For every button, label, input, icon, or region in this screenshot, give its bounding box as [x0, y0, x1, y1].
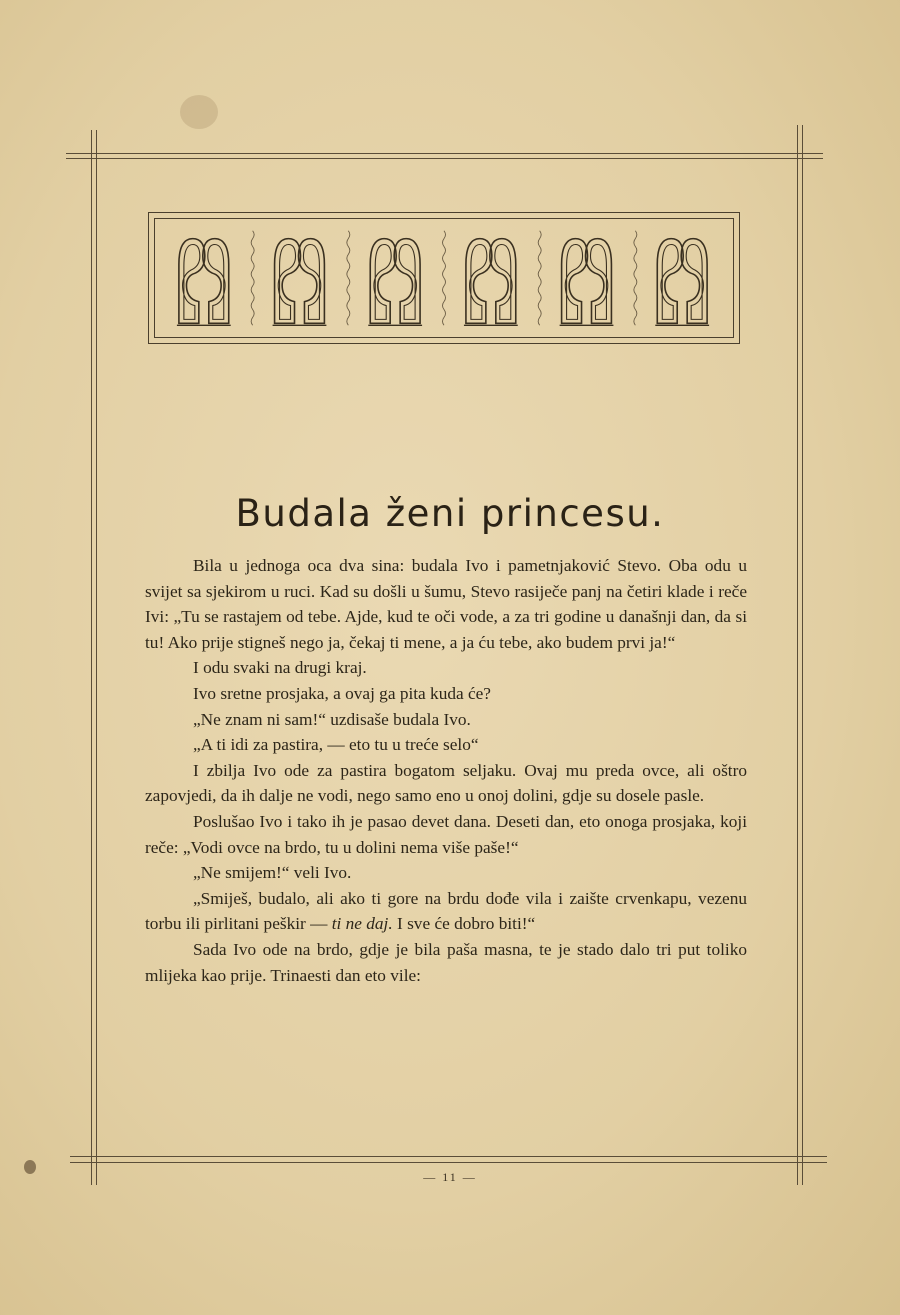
paragraph: „A ti idi za pastira, — eto tu u treće selo“ — [193, 735, 479, 755]
story-title: Budala ženi princesu. — [235, 492, 665, 535]
ornament-pattern-icon — [149, 213, 739, 343]
paragraph: Bila u jednoga oca dva sina: budala Ivo i pametnjaković Stevo. Oba odu u svijet sa sjekirom u ruci. Kad su došli u šumu, Stevo rasiječe panj na četiri klade i reče Ivi: „Tu se rastajem od tebe. Ajde, kud te oči vode, a za tri godine u današnji dan, da si tu! Ako prije stigneš nego ja, čekaj ti mene, a ja ću tebe, ako budem prvi ja!“ — [145, 556, 747, 652]
top-rule-inner — [66, 158, 823, 159]
paragraph: I odu svaki na drugi kraj. — [193, 658, 367, 678]
story-body — [145, 553, 747, 988]
paragraph-text: „Smiješ, budalo, ali ako ti gore na brdu dođe vila i zaište crvenkapu, vezenu torbu ili pirlitani peškir — — [145, 888, 747, 934]
left-frame-line-inner — [96, 130, 97, 1185]
italic-phrase: ti ne daj. — [331, 914, 393, 934]
header-ornament — [148, 212, 740, 344]
paragraph-text: I sve će dobro biti!“ — [392, 914, 536, 934]
paragraph: „Ne smijem!“ veli Ivo. — [193, 863, 352, 883]
bottom-rule-inner — [70, 1162, 827, 1163]
paragraph: I zbilja Ivo ode za pastira bogatom seljaku. Ovaj mu preda ovce, ali oštro zapovjedi, da ih dalje ne vodi, nego samo eno u onoj dolini, gdje su dosele pasle. — [145, 760, 747, 806]
top-rule — [66, 153, 823, 154]
bottom-rule — [70, 1156, 827, 1157]
paragraph: „Ne znam ni sam!“ uzdisaše budala Ivo. — [193, 709, 471, 729]
paper-stain — [180, 95, 218, 129]
paragraph: Ivo sretne prosjaka, a ovaj ga pita kuda će? — [193, 683, 491, 703]
right-frame-line — [797, 125, 798, 1185]
paragraph: Sada Ivo ode na brdo, gdje je bila paša masna, te je stado dalo tri put toliko mlijeka kao prije. Trinaesti dan eto vile: — [145, 939, 747, 985]
paragraph: Poslušao Ivo i tako ih je pasao devet dana. Deseti dan, eto onoga prosjaka, koji reče: „Vodi ovce na brdo, tu u dolini nema više paše!“ — [145, 811, 747, 857]
left-frame-line — [91, 130, 92, 1185]
paragraph-with-italic — [145, 886, 747, 937]
page-number: — 11 — — [423, 1170, 477, 1184]
right-frame-line-inner — [802, 125, 803, 1185]
